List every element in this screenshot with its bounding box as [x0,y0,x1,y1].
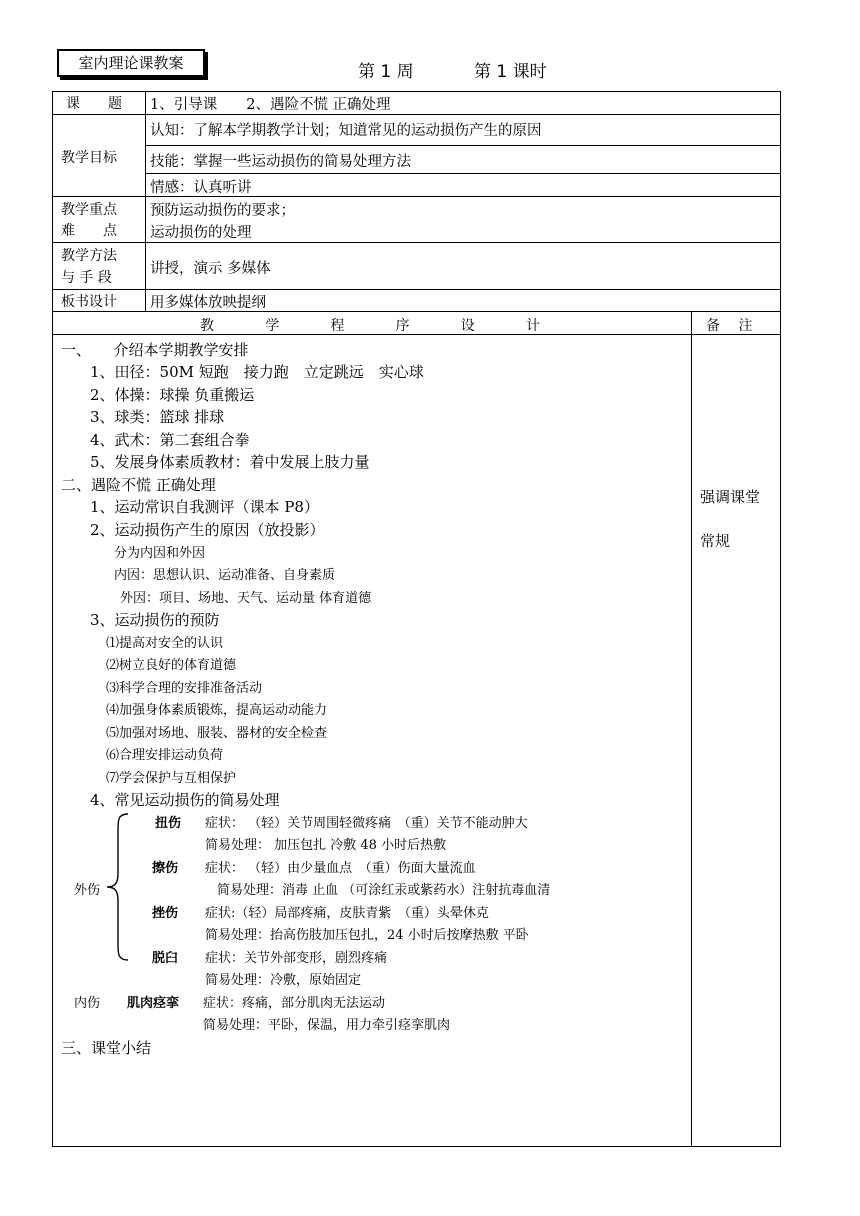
cause-internal: 内因：思想认识、运动准备、自身素质 [114,568,336,583]
goal-label: 教学目标 [61,150,117,166]
note-line-2: 常规 [700,532,731,550]
section-1-item: 4、武术：第二套组合拳 [90,431,250,449]
cause-external: 外因：项目、场地、天气、运动量 体育道德 [120,591,372,606]
section-1-title: 一、 介绍本学期教学安排 [61,341,249,359]
cramp-label: 肌肉痉挛 [127,996,180,1011]
section-2-item: 2、运动损伤产生的原因（放投影） [90,521,325,539]
cramp-treatment: 简易处理：平卧，保温，用力牵引痉挛肌肉 [203,1018,451,1033]
method-value: 讲授，演示 多媒体 [150,261,271,277]
abrasion-treatment: 简易处理：消毒 止血 （可涂红汞或紫药水）注射抗毒血清 [217,883,551,898]
section-2-title: 二、遇险不慌 正确处理 [61,476,216,494]
section-1-item: 5、发展身体素质教材：着中发展上肢力量 [90,453,370,471]
note-line-1: 强调课堂 [700,488,761,506]
section-2-item: 4、常见运动损伤的简易处理 [90,791,280,809]
prevention-item: ⑷加强身体素质锻炼，提高运动动能力 [106,703,328,718]
section-2-item: 1、运动常识自我测评（课本 P8） [90,498,319,516]
lesson-type-stamp: 室内理论课教案 [57,49,205,77]
program-header-char: 程 [330,318,345,334]
program-header-char: 设 [460,318,475,334]
bruise-label: 挫伤 [152,906,179,921]
key-value-1: 预防运动损伤的要求； [150,203,295,219]
program-header [200,315,540,335]
abrasion-label: 擦伤 [152,861,179,876]
key-label-2: 难 点 [61,223,117,239]
week-number: 第 1 周 [358,62,414,82]
abrasion-symptom: 症状： （轻）由少量血点 （重）伤面大量流血 [205,861,476,876]
prevention-item: ⑹合理安排运动负荷 [106,748,224,763]
sprain-treatment: 简易处理： 加压包扎 冷敷 48 小时后热敷 [205,838,447,853]
external-injury-label: 外伤 [74,883,101,898]
sprain-label: 扭伤 [155,816,182,831]
goal-emotion: 情感：认真听讲 [150,180,252,196]
prevention-item: ⑺学会保护与互相保护 [106,771,237,786]
dislocation-symptom: 症状：关节外部变形，剧烈疼痛 [205,951,388,966]
board-label: 板书设计 [61,294,117,310]
dislocation-treatment: 简易处理：冷敷，原始固定 [205,973,362,988]
program-header-char: 计 [525,318,540,334]
program-header-char: 学 [265,318,280,334]
bruise-symptom: 症状:（轻）局部疼痛，皮肤青紫 （重）头晕休克 [205,906,489,921]
key-label-1: 教学重点 [61,202,117,218]
board-value: 用多媒体放映提纲 [150,295,266,311]
brace-icon [104,812,132,962]
dislocation-label: 脱臼 [152,951,179,966]
method-label-1: 教学方法 [61,248,117,264]
section-1-item: 2、体操：球操 负重搬运 [90,386,255,404]
topic-label: 课 题 [66,96,122,112]
program-header-char: 教 [200,318,214,334]
goal-skill: 技能：掌握一些运动损伤的简易处理方法 [150,154,411,170]
note-header: 备 注 [706,318,753,334]
section-3-title: 三、课堂小结 [61,1039,152,1057]
lesson-number: 第 1 课时 [474,62,547,82]
section-2-item: 3、运动损伤的预防 [90,611,220,629]
prevention-item: ⑵树立良好的体育道德 [106,658,237,673]
bruise-treatment: 简易处理：抬高伤肢加压包扎，24 小时后按摩热敷 平卧 [205,928,529,943]
prevention-item: ⑸加强对场地、服装、器材的安全检查 [106,726,328,741]
key-value-2: 运动损伤的处理 [150,225,252,241]
prevention-item: ⑴提高对安全的认识 [106,636,224,651]
program-header-char: 序 [395,318,410,334]
section-1-item: 3、球类：篮球 排球 [90,408,225,426]
method-label-2: 与 手 段 [61,270,112,286]
goal-cognition: 认知：了解本学期教学计划；知道常见的运动损伤产生的原因 [150,123,542,139]
cramp-symptom: 症状：疼痛，部分肌肉无法运动 [203,996,386,1011]
section-1-item: 1、田径：50M 短跑 接力跑 立定跳远 实心球 [90,363,424,381]
cause-split: 分为内因和外因 [114,546,206,561]
topic-value: 1、引导课 2、遇险不慌 正确处理 [150,97,391,113]
internal-injury-label: 内伤 [74,996,101,1011]
sprain-symptom: 症状： （轻）关节周围轻微疼痛 （重）关节不能动肿大 [205,816,528,831]
prevention-item: ⑶科学合理的安排准备活动 [106,681,263,696]
